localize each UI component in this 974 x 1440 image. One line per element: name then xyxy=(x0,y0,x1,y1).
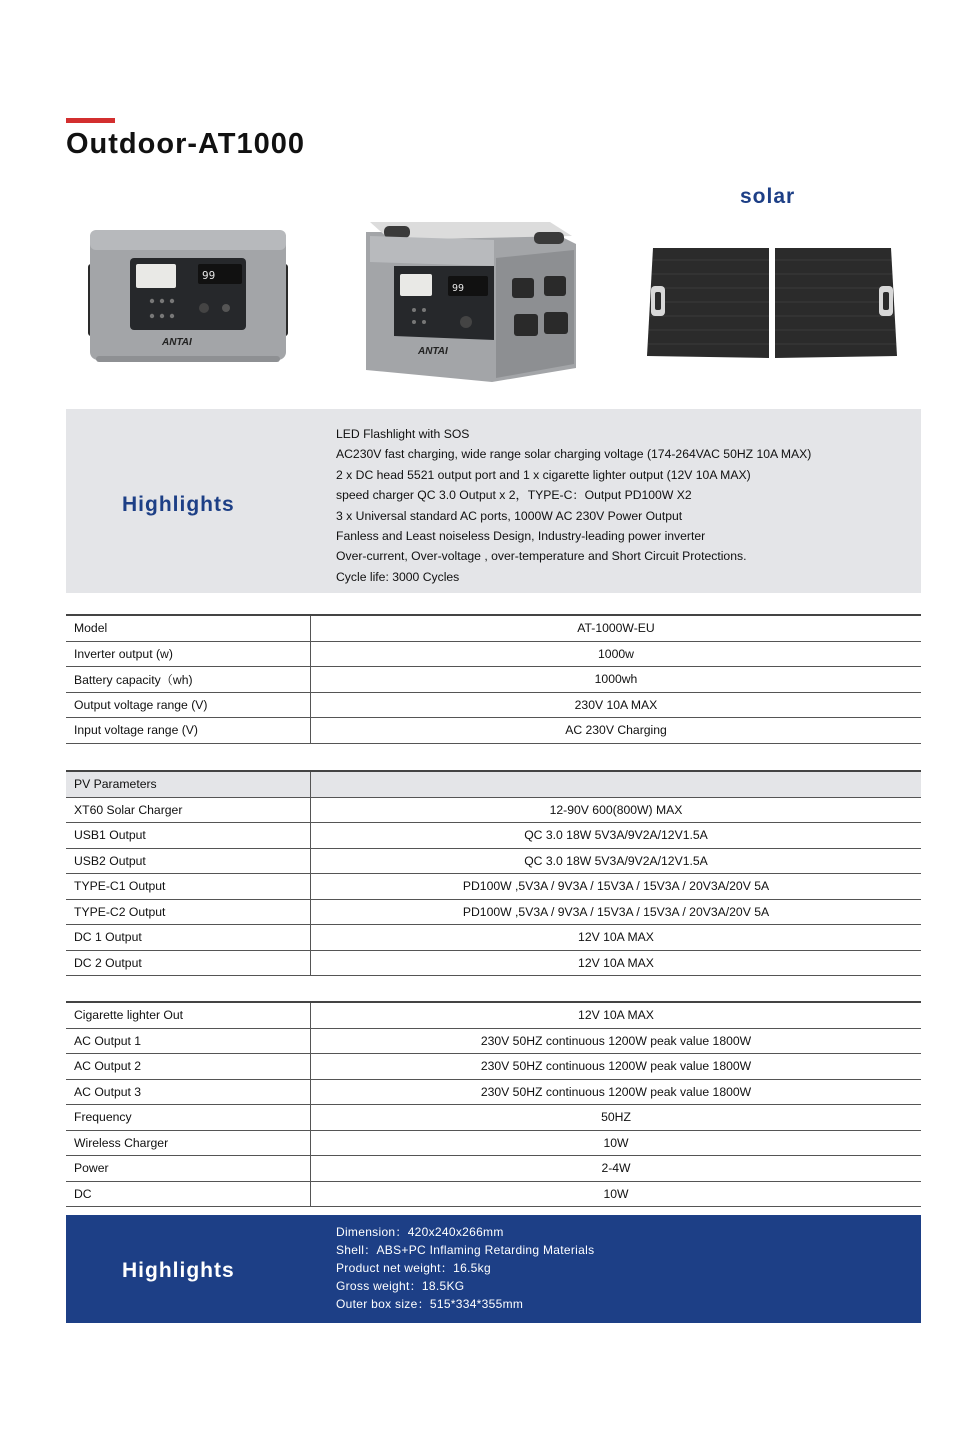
highlight-item: speed charger QC 3.0 Output x 2，TYPE-C：Output PD100W X2 xyxy=(336,488,692,503)
spec-highlight-item: Outer box size：515*334*355mm xyxy=(336,1297,524,1311)
spec-table-ac xyxy=(66,1001,921,1207)
highlight-item: 2 x DC head 5521 output port and 1 x cigarette lighter output (12V 10A MAX) xyxy=(336,467,751,482)
display-text-2: 99 xyxy=(452,283,465,294)
highlight-item: AC230V fast charging, wide range solar charging voltage (174-264VAC 50HZ 10A MAX) xyxy=(336,447,812,462)
spec-label: TYPE-C2 Output xyxy=(66,899,311,925)
spec-label: Cigarette lighter Out xyxy=(66,1002,311,1028)
spec-label: Wireless Charger xyxy=(66,1130,311,1156)
table-row xyxy=(66,797,921,823)
spec-value: QC 3.0 18W 5V3A/9V2A/12V1.5A xyxy=(311,823,922,849)
spec-value: QC 3.0 18W 5V3A/9V2A/12V1.5A xyxy=(311,848,922,874)
brand-logo: ANTAI xyxy=(162,337,192,348)
spec-label: Power xyxy=(66,1156,311,1182)
table-row xyxy=(66,1105,921,1131)
spec-value: 12V 10A MAX xyxy=(311,950,922,976)
spec-value: 50HZ xyxy=(311,1105,922,1131)
spec-label: DC 2 Output xyxy=(66,950,311,976)
spec-value: 1000w xyxy=(311,641,922,667)
table-row xyxy=(66,1181,921,1207)
table-row xyxy=(66,692,921,718)
spec-label: XT60 Solar Charger xyxy=(66,797,311,823)
spec-section-label: PV Parameters xyxy=(66,771,311,797)
spec-label: TYPE-C1 Output xyxy=(66,874,311,900)
table-row xyxy=(66,1028,921,1054)
table-row xyxy=(66,1079,921,1105)
spec-label: Battery capacity（wh) xyxy=(66,667,311,693)
spec-value: 230V 10A MAX xyxy=(311,692,922,718)
highlight-item: Cycle life: 3000 Cycles xyxy=(336,569,460,584)
table-row xyxy=(66,718,921,744)
spec-value: PD100W ,5V3A / 9V3A / 15V3A / 15V3A / 20V3A/20V 5A xyxy=(311,899,922,925)
highlight-item: 3 x Universal standard AC ports, 1000W AC 230V Power Output xyxy=(336,508,683,523)
spec-value xyxy=(311,771,922,797)
table-row xyxy=(66,667,921,693)
highlight-item: Over-current, Over-voltage , over-temperature and Short Circuit Protections. xyxy=(336,549,747,564)
spec-label: USB2 Output xyxy=(66,848,311,874)
title-accent-bar xyxy=(66,118,115,123)
table-row xyxy=(66,874,921,900)
spec-label: Output voltage range (V) xyxy=(66,692,311,718)
display-text: 99 xyxy=(202,269,216,282)
table-header-row xyxy=(66,771,921,797)
spec-highlight-item: Dimension：420x240x266mm xyxy=(336,1225,504,1239)
spec-value: 10W xyxy=(311,1130,922,1156)
spec-value: 12V 10A MAX xyxy=(311,1002,922,1028)
spec-table-general xyxy=(66,614,921,744)
highlight-item: LED Flashlight with SOS xyxy=(336,427,470,441)
table-row xyxy=(66,899,921,925)
specs-highlights-list xyxy=(336,1223,594,1313)
power-station-angle-image xyxy=(362,218,580,384)
table-row xyxy=(66,925,921,951)
spec-value: 1000wh xyxy=(311,667,922,693)
spec-value: 230V 50HZ continuous 1200W peak value 1800W xyxy=(311,1054,922,1080)
page-title: Outdoor-AT1000 xyxy=(66,128,306,160)
table-row xyxy=(66,823,921,849)
spec-label: AC Output 2 xyxy=(66,1054,311,1080)
spec-label: DC 1 Output xyxy=(66,925,311,951)
spec-table-outputs xyxy=(66,770,921,976)
spec-value: PD100W ,5V3A / 9V3A / 15V3A / 15V3A / 20V3A/20V 5A xyxy=(311,874,922,900)
table-row xyxy=(66,1054,921,1080)
spec-value: 230V 50HZ continuous 1200W peak value 1800W xyxy=(311,1028,922,1054)
spec-value: AT-1000W-EU xyxy=(311,615,922,641)
highlights-list xyxy=(336,424,811,587)
spec-value: AC 230V Charging xyxy=(311,718,922,744)
brand-logo-2: ANTAI xyxy=(418,346,448,357)
spec-value: 12V 10A MAX xyxy=(311,925,922,951)
table-row xyxy=(66,615,921,641)
table-row xyxy=(66,1130,921,1156)
highlights-title: Highlights xyxy=(122,493,235,516)
spec-label: AC Output 1 xyxy=(66,1028,311,1054)
spec-label: Frequency xyxy=(66,1105,311,1131)
spec-value: 10W xyxy=(311,1181,922,1207)
spec-label: AC Output 3 xyxy=(66,1079,311,1105)
power-station-front-image xyxy=(86,228,290,364)
spec-highlight-item: Gross weight：18.5KG xyxy=(336,1279,465,1293)
table-row xyxy=(66,641,921,667)
table-row xyxy=(66,1156,921,1182)
spec-highlight-item: Shell：ABS+PC Inflaming Retarding Materials xyxy=(336,1243,595,1257)
spec-label: DC xyxy=(66,1181,311,1207)
solar-label: solar xyxy=(740,185,796,208)
spec-label: Inverter output (w) xyxy=(66,641,311,667)
spec-value: 230V 50HZ continuous 1200W peak value 1800W xyxy=(311,1079,922,1105)
spec-label: Model xyxy=(66,615,311,641)
table-row xyxy=(66,950,921,976)
spec-value: 12-90V 600(800W) MAX xyxy=(311,797,922,823)
table-row xyxy=(66,1002,921,1028)
spec-highlight-item: Product net weight：16.5kg xyxy=(336,1261,491,1275)
highlight-item: Fanless and Least noiseless Design, Industry-leading power inverter xyxy=(336,529,706,544)
solar-panel-image xyxy=(645,244,899,362)
spec-label: Input voltage range (V) xyxy=(66,718,311,744)
spec-value: 2-4W xyxy=(311,1156,922,1182)
table-row xyxy=(66,848,921,874)
specs-highlights-title: Highlights xyxy=(122,1259,235,1282)
spec-label: USB1 Output xyxy=(66,823,311,849)
